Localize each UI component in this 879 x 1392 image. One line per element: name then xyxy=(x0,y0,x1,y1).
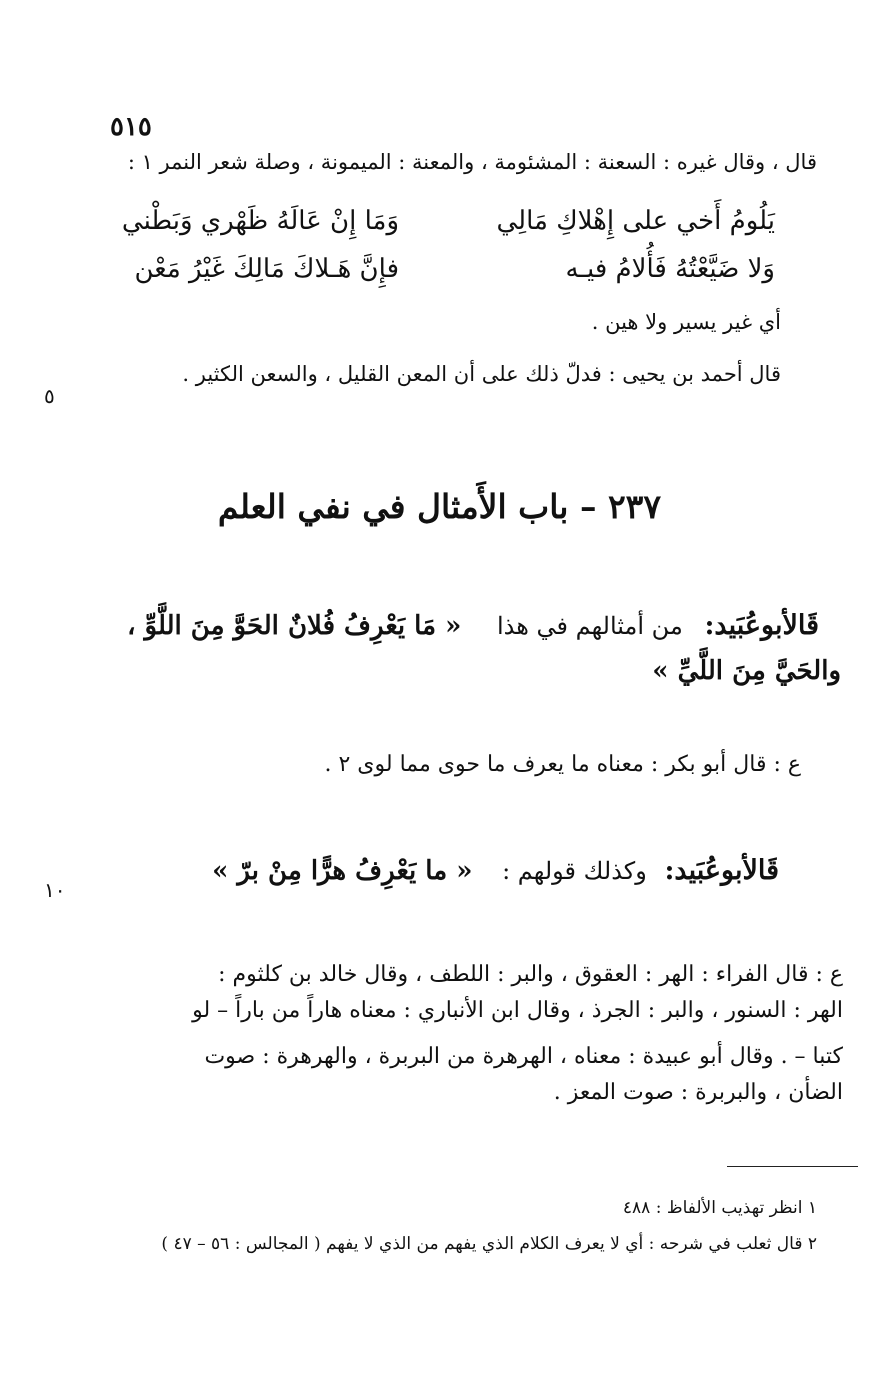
verse-gloss: أي غير يسير ولا هين . xyxy=(591,310,781,334)
verse-1-second-hemistich: وَمَا إِنْ عَالَهُ ظَهْري وَبَطْني xyxy=(121,206,399,236)
entry-text: من أمثالهم في هذا xyxy=(496,612,683,640)
commentary-line-4: الضأن ، والبربرة : صوت المعز . xyxy=(553,1080,843,1105)
proverb-quote: « ما يَعْرِفُ هرًّا مِنْ برّ » xyxy=(212,856,473,886)
proverb-quote-continuation: والحَيَّ مِنَ اللَّيِّ » xyxy=(652,656,841,686)
abu-ubayd-entry-1 xyxy=(127,610,819,641)
verse-2-second-hemistich: فإِنَّ هَـلاكَ مَالِكَ غَيْرُ مَعْن xyxy=(134,254,399,284)
proverb-quote: « مَا يَعْرِفُ فُلانٌ الحَوَّ مِنَ اللَّوِّ ، xyxy=(127,611,462,641)
footnote-separator xyxy=(727,1166,858,1167)
speaker-label: قَالأبوعُبَيد: xyxy=(664,855,779,886)
speaker-label: قَالأبوعُبَيد: xyxy=(704,610,819,641)
abu-ubayd-entry-2 xyxy=(212,855,779,886)
verse-2-first-hemistich: وَلا ضَيَّعْتُهُ فَأُلامُ فيـه xyxy=(565,254,775,284)
line-number-marker: ١٠ xyxy=(44,878,66,902)
commentary-line-1: ع : قال الفراء : الهر : العقوق ، والبر : اللطف ، وقال خالد بن كلثوم : xyxy=(218,962,843,987)
verse-1-first-hemistich: يَلُومُ أَخي على إِهْلاكِ مَالِي xyxy=(496,206,775,236)
footnote-1: ١ انظر تهذيب الألفاظ : ٤٨٨ xyxy=(622,1198,817,1218)
entry-text: وكذلك قولهم : xyxy=(502,857,647,885)
footnote-2: ٢ قال ثعلب في شرحه : أي لا يعرف الكلام الذي يفهم من الذي لا يفهم ( المجالس : ٥٦ – ٤٧ ) xyxy=(161,1234,817,1254)
commentary-line-3: كتبا – . وقال أبو عبيدة : معناه ، الهرهرة من البربرة ، والهرهرة : صوت xyxy=(204,1044,843,1069)
commentary-line-2: الهر : السنور ، والبر : الجرذ ، وقال ابن الأنباري : معناه هاراً من باراً – لو xyxy=(192,998,843,1023)
intro-line: قال ، وقال غيره : السعنة : المشئومة ، والمعنة : الميمونة ، وصلة شعر النمر ١ : xyxy=(127,150,817,174)
abu-bakr-comment: ع : قال أبو بكر : معناه ما يعرف ما حوى مما لوى ٢ . xyxy=(324,752,801,777)
line-number-marker: ٥ xyxy=(44,384,55,408)
ahmad-ibn-yahya-comment: قال أحمد بن يحيى : فدلّ ذلك على أن المعن القليل ، والسعن الكثير . xyxy=(182,362,781,386)
section-heading: ٢٣٧ – باب الأَمثال في نفي العلم xyxy=(217,487,662,526)
page-number: ٥١٥ xyxy=(110,112,152,142)
